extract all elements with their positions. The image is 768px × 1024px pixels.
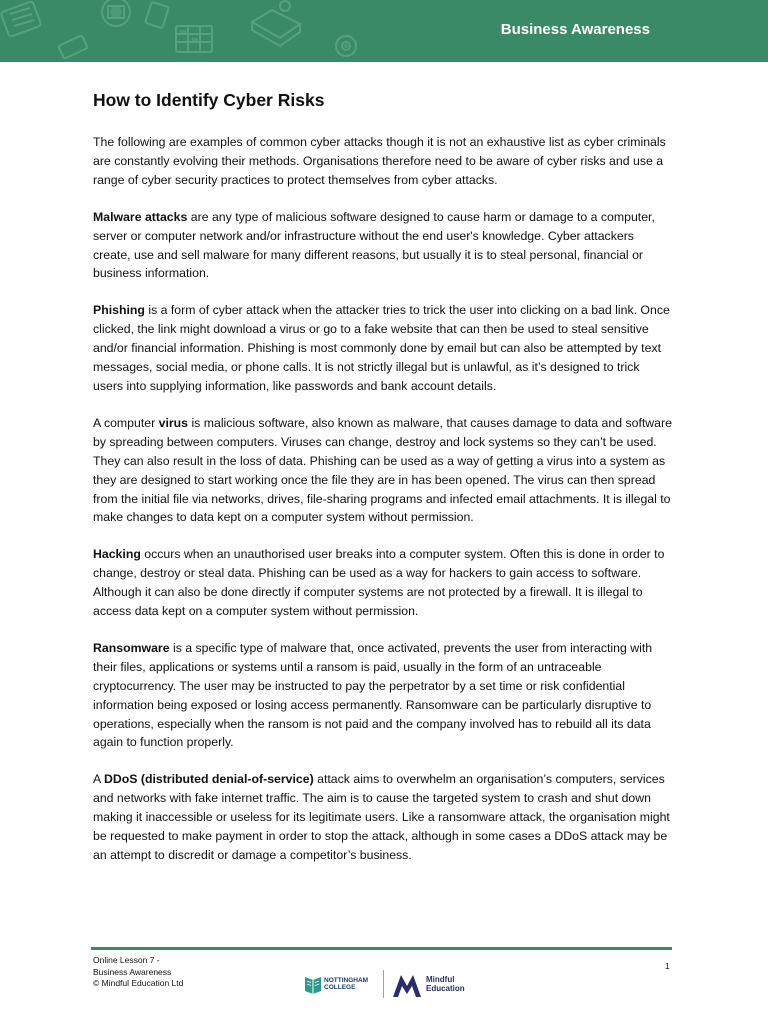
term-virus: virus — [158, 415, 189, 430]
header-title: Business Awareness — [500, 21, 650, 38]
book-icon — [304, 974, 322, 994]
section-virus: A computer virus is malicious software, also known as malware, that causes damage to data and software by spreading between computers. Viruses can change, destroy and lock systems so they can’t be used. They can also result in the loss of data. Phishing can be used as a way of getting a virus into a system as they are designed to start working once the file they are in has been opened. The virus can then spread from the initial file via networks, drives, file-sharing programs and infected email attachments. It is illegal to make changes to data kept on a computer system without permission. — [93, 415, 672, 525]
section-malware: Malware attacks are any type of malicious software designed to cause harm or damage to a computer, server or computer network and/or infrastructure without the end user's knowledge. Cyber attackers create, use and sell malware for many different reasons, but usually it is to steal personal, financial or business information. — [93, 209, 655, 281]
term-hacking: Hacking — [93, 547, 141, 562]
section-hacking: Hacking occurs when an unauthorised user breaks into a computer system. Often this is done in order to change, destroy or steal data. Phishing can be used as a way for hackers to gain access to software. Although it can also be done directly if computer systems are not protected by a firewall. It is illegal to access data kept on a computer system without permission. — [93, 547, 665, 619]
term-ransomware: Ransomware — [93, 640, 170, 655]
term-ddos: DDoS (distributed denial-of-service) — [103, 772, 314, 787]
header-illustration — [0, 0, 380, 62]
intro-paragraph: The following are examples of common cyber attacks though it is not an exhaustive list as cyber criminals are constantly evolving their methods. Organisations therefore need to be aware of cyber risks and use a range of cyber security practices to protect themselves from cyber attacks. — [93, 135, 666, 187]
footer-subject: Business Awareness — [93, 966, 172, 977]
mindful-m-icon — [392, 972, 422, 998]
nottingham-college-logo: NOTTINGHAM COLLEGE — [304, 974, 376, 996]
footer-lesson: Online Lesson 7 - — [93, 955, 160, 965]
page-header — [0, 0, 768, 62]
mindful-education-logo: Mindful Education — [392, 972, 472, 998]
term-phishing: Phishing — [93, 303, 145, 318]
logo-divider — [383, 970, 384, 998]
page-title: How to Identify Cyber Risks — [93, 90, 325, 110]
footer-info — [93, 955, 183, 990]
footer-rule — [91, 947, 672, 950]
page-number: 1 — [665, 961, 670, 971]
main-content — [93, 88, 673, 883]
term-malware: Malware attacks — [93, 209, 188, 224]
section-phishing: Phishing is a form of cyber attack when the attacker tries to trick the user into clicking on a bad link. Once clicked, the link might download a virus or go to a fake website that can then be used to steal sensitive and/or financial information. Phishing is most commonly done by email but can also be attempted by text messages, social media, or phone calls. It is not strictly illegal but is unlawful, as it’s designed to trick users into supplying information, like passwords and bank account details. — [93, 303, 670, 393]
section-ransomware: Ransomware is a specific type of malware that, once activated, prevents the user from interacting with their files, applications or systems until a ransom is paid, usually in the form of an untraceable cryptocurrency. The user may be instructed to pay the perpetrator by a set time or risk confidential information being exposed or losing access permanently. Ransomware can be particularly disruptive to operations, especially when the ransom is not paid and the company involved has to rebuild all its data again to function properly. — [93, 640, 653, 750]
footer-copyright: © Mindful Education Ltd — [93, 978, 184, 988]
section-ddos: A DDoS (distributed denial-of-service) attack aims to overwhelm an organisation’s computers, services and networks with fake internet traffic. The aim is to cause the targeted system to crash and shut down making it inaccessible or useless for its legitimate users. Like a ransomware attack, the organisation might be requested to make payment in order to stop the attack, although in some cases a DDoS attack may be an attempt to discredit or damage a competitor’s business. — [93, 772, 670, 862]
